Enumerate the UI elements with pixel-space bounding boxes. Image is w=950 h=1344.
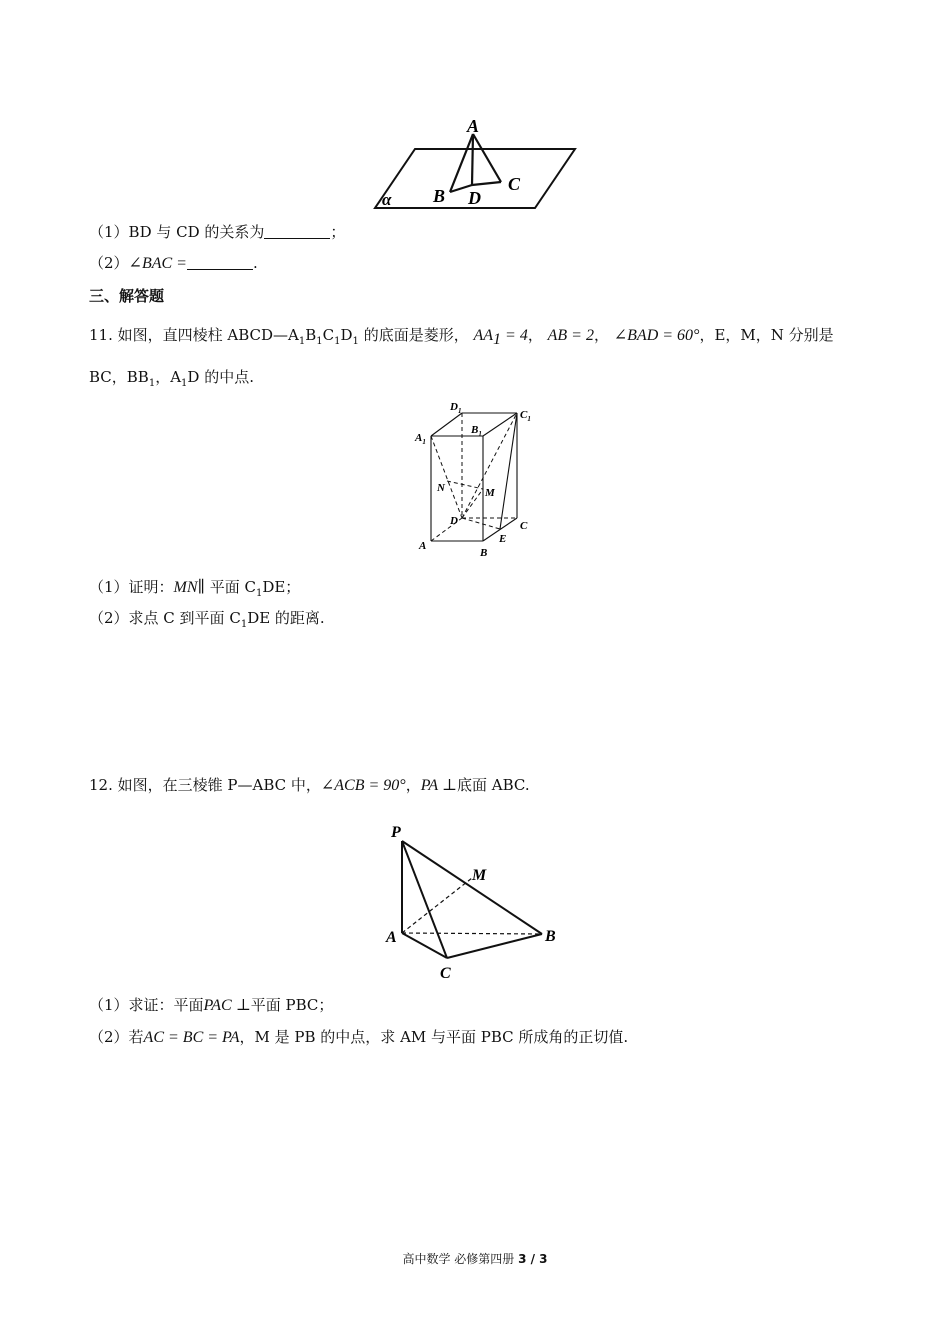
answer-blank[interactable] — [187, 255, 253, 270]
label-M: M — [472, 867, 487, 884]
label-A1: $A_1$ — [415, 432, 426, 446]
label-C: C — [440, 965, 451, 982]
edge-DC — [472, 182, 501, 185]
edge-AC — [473, 134, 501, 182]
label-D1: $D_1$ — [450, 401, 462, 415]
label-P: P — [391, 824, 401, 841]
q12-part1: （1）求证：平面PAC ⊥平面 PBC； — [89, 996, 334, 1014]
label-N: N — [437, 482, 445, 494]
page-number: 3 / 3 — [518, 1252, 548, 1266]
q11-intro: 11. 如图，直四棱柱 $ABCD—A_1B_1C_1D_1$ 的底面是菱形， $AA_1 = 4$， AB = 2， ∠BAD = 60°，E，M，N 分别是 — [89, 326, 834, 348]
label-B: B — [480, 547, 488, 559]
label-D: D — [468, 188, 481, 208]
label-A: A — [419, 540, 427, 552]
label-E: E — [499, 533, 507, 545]
label-C: C — [508, 174, 521, 194]
label-B: B — [545, 928, 556, 945]
label-B: B — [433, 186, 446, 206]
q10-part2: （2）∠BAC = . — [89, 254, 258, 272]
edge-AD — [472, 134, 473, 185]
q11-intro-line2: BC，$BB_1$，$A_1D$ 的中点. — [89, 368, 254, 389]
edge-AB — [450, 134, 473, 192]
section-heading: 三、解答题 — [89, 287, 165, 305]
q10-part1: （1）BD 与 CD 的关系为 ； — [89, 223, 346, 241]
q12-part2: （2）若AC = BC = PA，M 是 PB 的中点，求 AM 与平面 PBC 所成角的正切值. — [89, 1028, 629, 1046]
label-D: D — [450, 515, 458, 527]
page-footer: 高中数学 必修第四册 3 / 3 — [402, 1252, 548, 1266]
q12-pyramid-figure — [382, 820, 567, 985]
label-A: A — [386, 929, 397, 946]
label-B1: $B_1$ — [471, 424, 482, 438]
q11-part2: （2）求点 C 到平面 $C_1DE$ 的距离. — [89, 609, 325, 630]
label-M: M — [485, 487, 495, 499]
label-C: C — [520, 520, 528, 532]
answer-blank[interactable] — [264, 224, 330, 239]
label-A: A — [467, 116, 480, 136]
q12-intro: 12. 如图，在三棱锥 P—ABC 中，∠ACB = 90°，PA ⊥底面 ABC. — [89, 776, 530, 794]
q11-prism-figure — [410, 396, 540, 564]
label-alpha: α — [382, 190, 392, 209]
label-C1: $C_1$ — [520, 409, 531, 423]
q11-part1: （1）证明：MN∥ 平面 $C_1DE$； — [89, 578, 301, 599]
q10-figure — [368, 112, 583, 212]
